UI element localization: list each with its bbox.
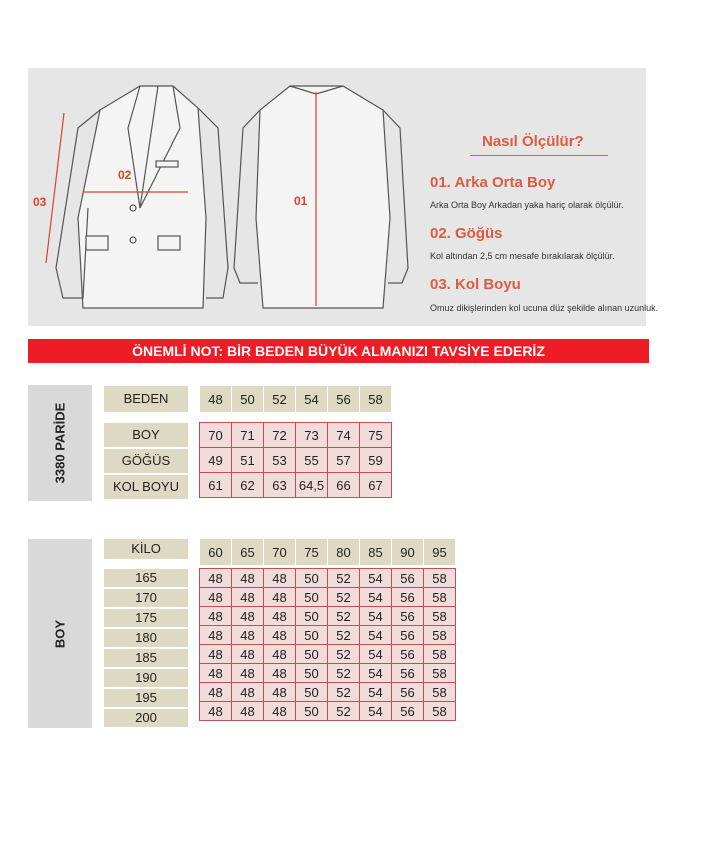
size-cell: 56: [392, 569, 424, 588]
size-cell: 56: [392, 626, 424, 645]
table-row: [200, 607, 456, 626]
measure-cell: 51: [232, 448, 264, 473]
weight-header-cell: 65: [232, 539, 264, 566]
size-cell: 48: [232, 569, 264, 588]
size-cell: 48: [232, 588, 264, 607]
size-cell: 50: [296, 626, 328, 645]
size-cell: 50: [296, 683, 328, 702]
measure-cell: 71: [232, 423, 264, 448]
size-cell: 56: [392, 664, 424, 683]
measure-cell: 57: [328, 448, 360, 473]
size-cell: 48: [232, 607, 264, 626]
size-cell: 48: [264, 626, 296, 645]
size-cell: 52: [328, 683, 360, 702]
table-row: [200, 664, 456, 683]
step-1-title: 01. Arka Orta Boy: [430, 174, 556, 191]
measure-cell: 55: [296, 448, 328, 473]
height-label: 170: [104, 589, 188, 607]
size-cell: 54: [360, 626, 392, 645]
height-label: 195: [104, 689, 188, 707]
size-cell: 48: [264, 569, 296, 588]
size-cell: 52: [328, 626, 360, 645]
measure-cell: 64,5: [296, 473, 328, 498]
measure-cell: 49: [200, 448, 232, 473]
important-note-banner: ÖNEMLİ NOT: BİR BEDEN BÜYÜK ALMANIZI TAVSİYE EDERİZ: [28, 339, 649, 363]
size-cell: 48: [200, 702, 232, 721]
jacket-illustration: [28, 68, 646, 326]
guide-title-underline: [470, 155, 608, 156]
size-cell: 48: [200, 626, 232, 645]
size-cell: 58: [424, 683, 456, 702]
weight-header-cell: 60: [200, 539, 232, 566]
size-cell: 48: [200, 645, 232, 664]
size-cell: 48: [264, 664, 296, 683]
size-cell: 52: [328, 569, 360, 588]
size-cell: 48: [264, 588, 296, 607]
size-cell: 54: [360, 569, 392, 588]
size-cell: 48: [232, 702, 264, 721]
size-cell: 48: [200, 588, 232, 607]
table2-side-text: BOY: [52, 619, 68, 648]
size-cell: 48: [264, 607, 296, 626]
size-cell: 48: [264, 645, 296, 664]
size-cell: 58: [424, 569, 456, 588]
size-cell: 50: [296, 588, 328, 607]
size-cell: 48: [264, 702, 296, 721]
guide-title: Nasıl Ölçülür?: [482, 133, 584, 150]
size-header-cell: 50: [232, 386, 264, 413]
table-row: [200, 569, 456, 588]
back-length-label: 01: [294, 194, 308, 208]
size-header-cell: 52: [264, 386, 296, 413]
height-weight-size-table: [199, 568, 456, 721]
measure-cell: 53: [264, 448, 296, 473]
size-cell: 54: [360, 607, 392, 626]
table2-side-label: [28, 539, 92, 728]
measure-cell: 75: [360, 423, 392, 448]
step-2-title: 02. Göğüs: [430, 225, 503, 242]
size-cell: 54: [360, 664, 392, 683]
size-cell: 48: [232, 626, 264, 645]
weight-header-label: KİLO: [104, 539, 188, 559]
size-cell: 58: [424, 664, 456, 683]
size-cell: 58: [424, 588, 456, 607]
back-jacket-drawing: [234, 86, 408, 308]
weight-header-cell: 90: [392, 539, 424, 566]
table-row: [200, 626, 456, 645]
size-header-cell: 58: [360, 386, 392, 413]
size-cell: 56: [392, 683, 424, 702]
size-cell: 48: [200, 683, 232, 702]
measure-cell: 59: [360, 448, 392, 473]
sleeve-label: 03: [33, 195, 47, 209]
size-measurements-table: [199, 422, 392, 498]
height-label: 180: [104, 629, 188, 647]
step-1-desc: Arka Orta Boy Arkadan yaka hariç olarak ölçülür.: [430, 200, 624, 210]
size-cell: 54: [360, 702, 392, 721]
measure-cell: 72: [264, 423, 296, 448]
row-label-boy: BOY: [104, 423, 188, 447]
size-cell: 50: [296, 607, 328, 626]
size-cell: 54: [360, 645, 392, 664]
measure-cell: 73: [296, 423, 328, 448]
measurement-guide-banner: [28, 68, 646, 326]
weight-header-cell: 70: [264, 539, 296, 566]
front-jacket-drawing: [56, 86, 228, 308]
size-cell: 56: [392, 607, 424, 626]
size-cell: 50: [296, 645, 328, 664]
size-cell: 48: [264, 683, 296, 702]
size-cell: 52: [328, 702, 360, 721]
size-cell: 48: [232, 645, 264, 664]
weight-header-cell: 80: [328, 539, 360, 566]
size-header-cell: 54: [296, 386, 328, 413]
row-label-kol-boyu: KOL BOYU: [104, 475, 188, 499]
size-cell: 52: [328, 607, 360, 626]
step-2-desc: Kol altından 2,5 cm mesafe bırakılarak ölçülür.: [430, 251, 615, 261]
row-label-gogus: GÖĞÜS: [104, 449, 188, 473]
size-header-cell: 48: [200, 386, 232, 413]
size-cell: 54: [360, 588, 392, 607]
size-cell: 58: [424, 702, 456, 721]
step-3-desc: Omuz dikişlerinden kol ucuna düz şekilde alınan uzunluk.: [430, 303, 659, 313]
measure-cell: 61: [200, 473, 232, 498]
table1-side-text: 3380 PARİDE: [52, 402, 68, 484]
weight-header-cell: 85: [360, 539, 392, 566]
table-row: [200, 473, 392, 498]
size-cell: 58: [424, 607, 456, 626]
height-label: 200: [104, 709, 188, 727]
size-header-row: [199, 385, 392, 413]
step-3-title: 03. Kol Boyu: [430, 276, 521, 293]
measure-cell: 74: [328, 423, 360, 448]
weight-header-cell: 95: [424, 539, 456, 566]
size-cell: 52: [328, 645, 360, 664]
height-label: 190: [104, 669, 188, 687]
size-cell: 56: [392, 702, 424, 721]
table-row: [200, 702, 456, 721]
measure-cell: 63: [264, 473, 296, 498]
table-row: [200, 645, 456, 664]
height-label: 175: [104, 609, 188, 627]
size-cell: 50: [296, 569, 328, 588]
measure-cell: 67: [360, 473, 392, 498]
measure-cell: 66: [328, 473, 360, 498]
size-cell: 54: [360, 683, 392, 702]
sleeve-measure-line: [46, 113, 64, 263]
height-label: 185: [104, 649, 188, 667]
table1-side-label: [28, 385, 92, 501]
table-row: [200, 683, 456, 702]
size-cell: 48: [232, 664, 264, 683]
size-header-label: BEDEN: [104, 386, 188, 412]
table-row: [200, 423, 392, 448]
size-cell: 52: [328, 664, 360, 683]
size-cell: 50: [296, 702, 328, 721]
size-cell: 58: [424, 626, 456, 645]
measure-cell: 70: [200, 423, 232, 448]
height-label: 165: [104, 569, 188, 587]
size-cell: 48: [200, 664, 232, 683]
size-cell: 48: [232, 683, 264, 702]
size-header-cell: 56: [328, 386, 360, 413]
size-cell: 48: [200, 607, 232, 626]
table-row: [200, 588, 456, 607]
size-cell: 52: [328, 588, 360, 607]
measure-cell: 62: [232, 473, 264, 498]
size-cell: 48: [200, 569, 232, 588]
size-cell: 58: [424, 645, 456, 664]
table-row: [200, 448, 392, 473]
size-cell: 50: [296, 664, 328, 683]
weight-header-row: [199, 538, 456, 566]
chest-label: 02: [118, 168, 132, 182]
weight-header-cell: 75: [296, 539, 328, 566]
size-cell: 56: [392, 588, 424, 607]
size-cell: 56: [392, 645, 424, 664]
